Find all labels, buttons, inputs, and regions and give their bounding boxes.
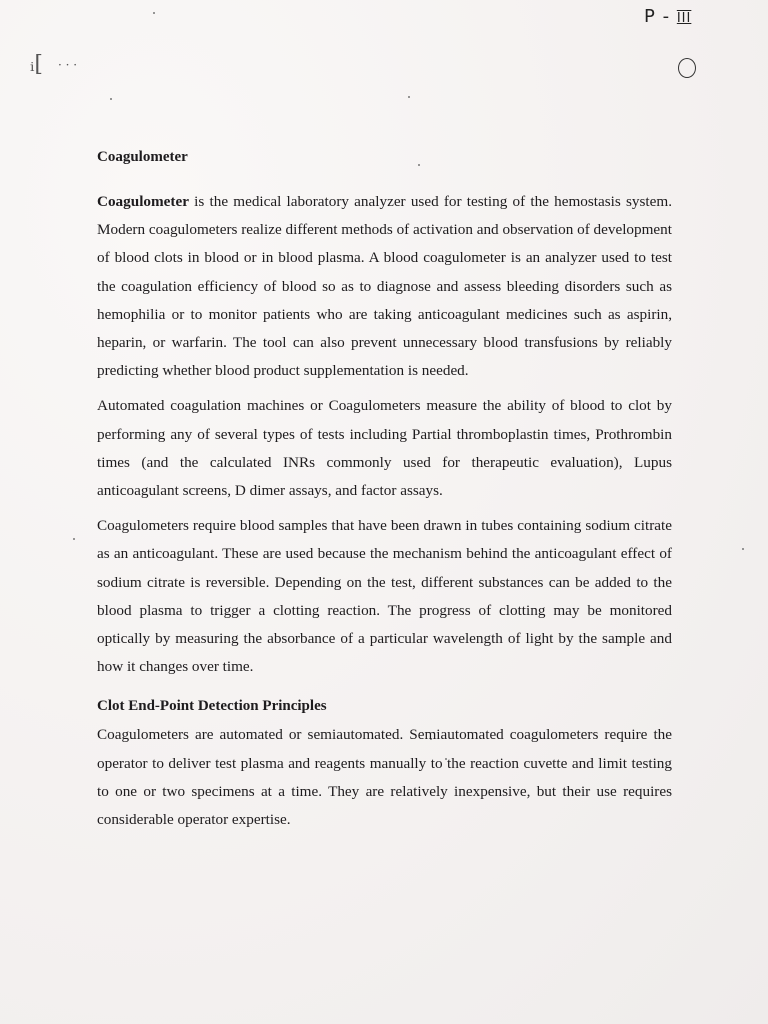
paragraph-lead-term: Coagulometer — [97, 193, 189, 210]
document-title: Coagulometer — [97, 149, 188, 165]
handwritten-circle-mark — [678, 58, 696, 78]
paragraph-blood-samples — [97, 512, 672, 681]
paragraph-definition — [97, 188, 672, 385]
paragraph-text: Coagulometers are automated or semiautomated. Semiautomated coagulometers require the operator to deliver test plasma and reagents manually to the reaction cuvette and limit testing to one or two specimens at a time. They are relatively inexpensive, but their use requires considerable operator expertise. — [97, 726, 672, 829]
handwritten-prefix: P — [644, 6, 656, 27]
paragraph-detection-principles — [97, 721, 672, 834]
paragraph-text: Automated coagulation machines or Coagulometers measure the ability of blood to clot by performing any of several types of tests including Partial thromboplastin times, Prothrombin times (and the calculated INRs commonly used for therapeutic evaluation), Lupus anticoagulant screens, D dimer assays, and factor assays. — [97, 397, 672, 500]
paragraph-text: Coagulometers require blood samples that have been drawn in tubes containing sodium citrate as an anticoagulant. These are used because the mechanism behind the anticoagulant effect of sodium citrate is reversible. Depending on the test, different substances can be added to the blood plasma to trigger a clotting reaction. The progress of clotting may be monitored optically by measuring the absorbance of a particular wavelength of light by the sample and how it changes over time. — [97, 517, 672, 676]
scan-artifact-mark: ᵢ[ — [30, 52, 44, 77]
scan-artifact-dots: · · · — [58, 58, 78, 72]
handwritten-roman-numeral: III — [676, 11, 692, 26]
handwritten-page-reference: P - III — [644, 6, 692, 27]
paragraph-automated-machines — [97, 392, 672, 505]
paragraph-text: is the medical laboratory analyzer used for testing of the hemostasis system. Modern coagulometers realize different methods of activation and observation of development of blood clots in blood or in blood plasma. A blood coagulometer is an analyzer used to test the coagulation efficiency of blood so as to diagnose and assess bleeding disorders such as hemophilia or to monitor patients who are taking anticoagulant medicines such as aspirin, heparin, or warfarin. The tool can also prevent unnecessary blood transfusions by reliably predicting whether blood product supplementation is needed. — [97, 193, 672, 380]
section-subheading: Clot End-Point Detection Principles — [97, 698, 327, 715]
document-body — [97, 146, 672, 841]
